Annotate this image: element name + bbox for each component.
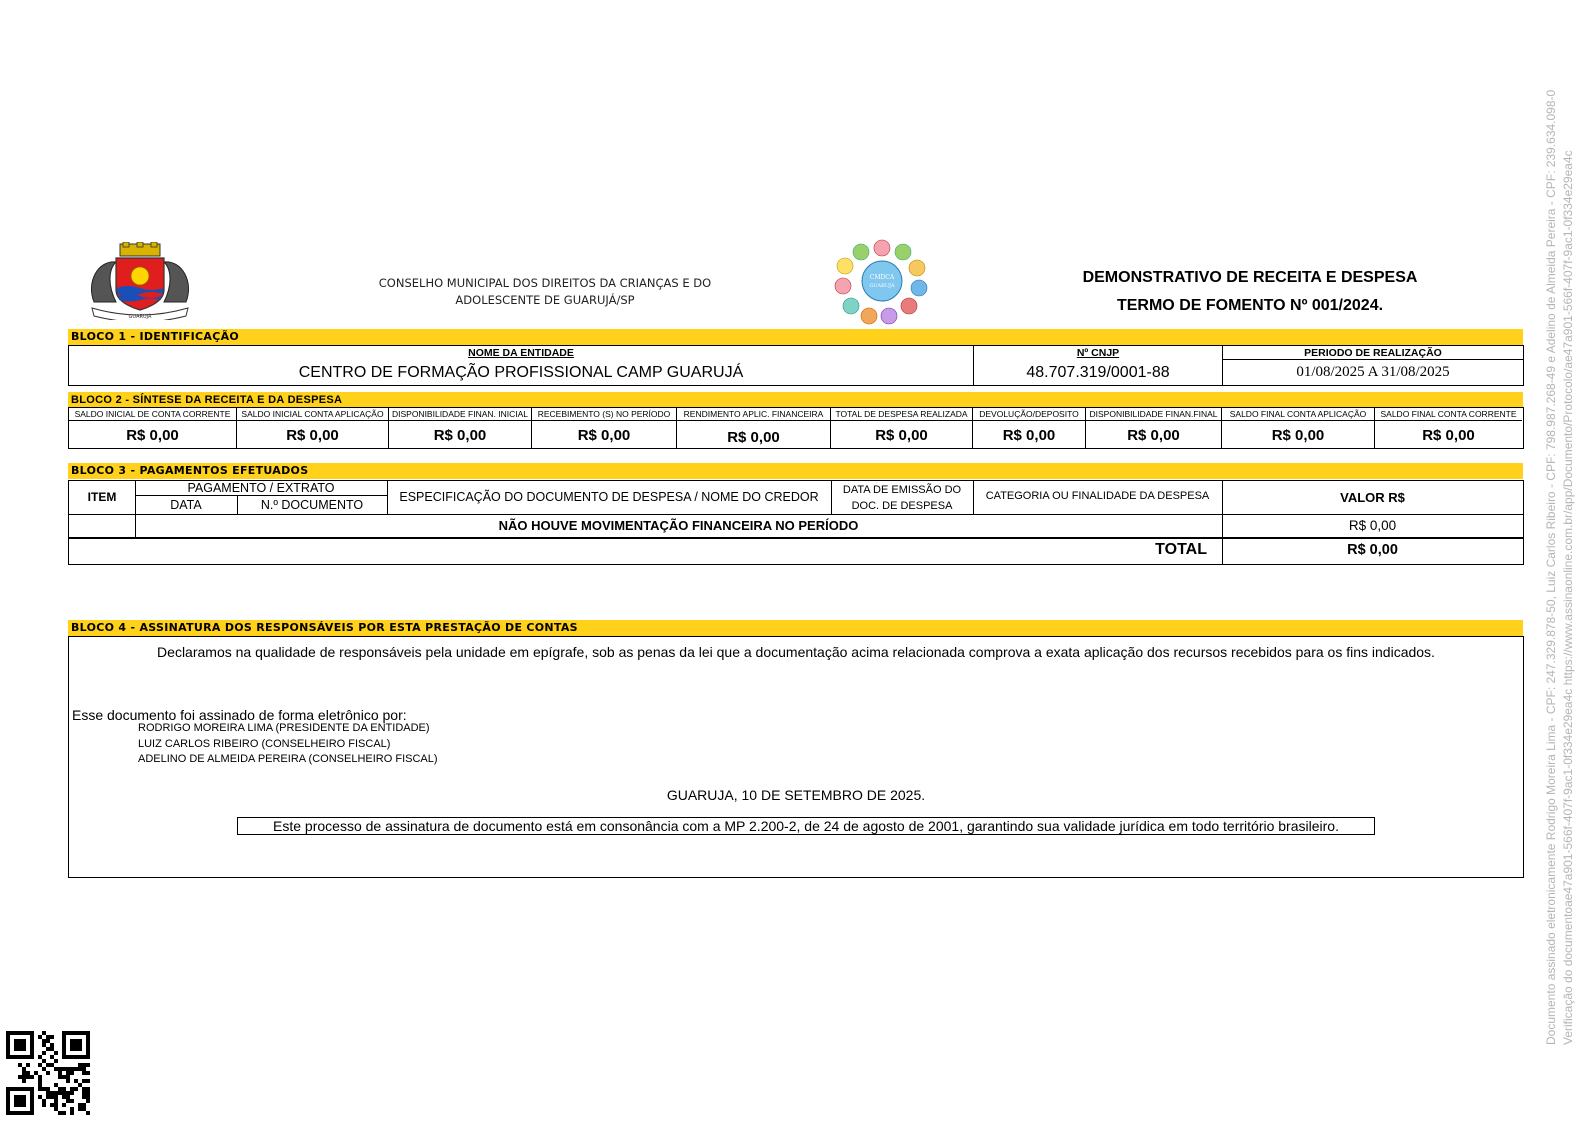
summary-col-value: R$ 0,00 — [875, 427, 928, 444]
summary-col — [69, 408, 237, 448]
summary-col-label: SALDO INICIAL DE CONTA CORRENTE — [69, 409, 236, 421]
summary-col-value: R$ 0,00 — [433, 427, 487, 444]
summary-col-value: R$ 0,00 — [1127, 427, 1180, 444]
summary-col-value: R$ 0,00 — [727, 429, 780, 446]
summary-col-label: RENDIMENTO APLIC. FINANCEIRA — [677, 409, 830, 421]
block2-section-bar: BLOCO 2 - SÍNTESE DA RECEITA E DA DESPESA — [68, 392, 1523, 408]
emission-header-line-2: DOC. DE DESPESA — [851, 500, 953, 512]
summary-col-value: R$ 0,00 — [126, 427, 179, 444]
summary-col-value: R$ 0,00 — [577, 427, 631, 444]
summary-col-label: RECEBIMENTO (S) NO PERÍODO — [532, 409, 676, 421]
summary-table — [68, 407, 1524, 449]
summary-col-label: SALDO FINAL CONTA CORRENTE — [1375, 409, 1522, 421]
category-header: CATEGORIA OU FINALIDADE DA DESPESA — [985, 490, 1210, 502]
payments-table — [68, 480, 1524, 565]
row-divider — [135, 495, 387, 496]
summary-col-value: R$ 0,00 — [286, 427, 339, 444]
side-verification-line: Verificação do documentoae47a901-566f-407f-9ac1-0f334e29ea4c https://www.assinaonline.com.br/app/Documento/Protocolo/ae47a901-566f-407f-9ac1-0f334e29ea4c — [1561, 150, 1575, 1045]
city-date: GUARUJA, 10 DE SETEMBRO DE 2025. — [666, 787, 926, 803]
period-value: 01/08/2025 A 31/08/2025 — [1296, 364, 1450, 380]
document-title-line-1: DEMONSTRATIVO DE RECEITA E DESPESA — [1082, 269, 1418, 286]
svg-text:GUARUJÁ: GUARUJÁ — [128, 314, 152, 320]
council-name — [370, 275, 720, 309]
summary-col-value: R$ 0,00 — [1271, 427, 1325, 444]
guaruja-coat-of-arms-icon — [86, 242, 194, 320]
summary-col-label: DISPONIBILIDADE FINAN. INICIAL — [389, 409, 531, 421]
value-header: VALOR R$ — [1340, 490, 1405, 505]
summary-col-label: TOTAL DE DESPESA REALIZADA — [831, 409, 972, 421]
total-value: R$ 0,00 — [1347, 542, 1398, 558]
side-signature-line: Documento assinado eletronicamente Rodrigo Moreira Lima - CPF: 247.329.878-50, Luiz Carlos Ribeiro - CPF: 798.987.268-49 e Adelino de Almeida Pereira - CPF: 239.634.098-0 — [1544, 89, 1558, 1045]
signature-block — [68, 636, 1524, 878]
item-header: ITEM — [87, 490, 117, 504]
signature-verification-sidebar — [1544, 0, 1584, 1133]
document-title-line-2: TERMO DE FOMENTO Nº 001/2024. — [1116, 297, 1384, 314]
summary-col-label: DEVOLUÇÃO/DEPOSITO — [973, 409, 1085, 421]
doc-number-header: N.º DOCUMENTO — [260, 498, 364, 512]
entity-label: NOME DA ENTIDADE — [468, 347, 574, 359]
period-label: PERIODO DE REALIZAÇÃO — [1223, 347, 1523, 360]
summary-col-label: DISPONIBILIDADE FINAN.FINAL — [1086, 409, 1221, 421]
summary-col — [1222, 408, 1375, 448]
svg-text:CMDCA: CMDCA — [869, 274, 895, 281]
payment-header: PAGAMENTO / EXTRATO — [187, 481, 335, 495]
entity-value: CENTRO DE FORMAÇÃO PROFISSIONAL CAMP GUARUJÁ — [298, 364, 744, 381]
row-value: R$ 0,00 — [1348, 518, 1397, 533]
summary-col-value: R$ 0,00 — [1422, 427, 1475, 444]
cnpj-cell — [974, 346, 1223, 385]
signed-by-text: Esse documento foi assinado de forma eletrônico por: — [72, 707, 407, 723]
no-movement-text: NÃO HOUVE MOVIMENTAÇÃO FINANCEIRA NO PERÍODO — [498, 518, 859, 533]
council-line-2: ADOLESCENTE DE GUARUJÁ/SP — [455, 293, 635, 307]
block3-section-bar: BLOCO 3 - PAGAMENTOS EFETUADOS — [68, 463, 1523, 479]
block1-section-bar: BLOCO 1 - IDENTIFICAÇÃO — [68, 329, 1523, 345]
row-divider — [69, 514, 1523, 515]
date-header: DATA — [170, 498, 202, 512]
summary-col — [237, 408, 389, 448]
summary-col — [532, 408, 677, 448]
spec-header: ESPECIFICAÇÃO DO DOCUMENTO DE DESPESA / NOME DO CREDOR — [399, 490, 819, 504]
row-divider — [69, 537, 1523, 539]
emission-header-line-1: DATA DE EMISSÃO DO — [842, 484, 962, 496]
signer-2: LUIZ CARLOS RIBEIRO (CONSELHEIRO FISCAL) — [138, 738, 391, 750]
cnpj-label: Nº CNJP — [1076, 347, 1120, 359]
declaration-text: Declaramos na qualidade de responsáveis pela unidade em epígrafe, sob as penas da lei que a documentação acima relacionada comprova a exata aplicação dos recursos recebidos para os fins indicados. — [157, 644, 1435, 660]
summary-col — [973, 408, 1086, 448]
entity-cell — [69, 346, 974, 385]
svg-text:GUARUJÁ: GUARUJÁ — [869, 283, 895, 289]
total-label: TOTAL — [1155, 541, 1207, 558]
summary-col — [677, 408, 831, 448]
emission-header — [831, 482, 973, 514]
period-cell — [1223, 346, 1523, 385]
identification-table — [68, 345, 1524, 386]
legal-note: Este processo de assinatura de documento está em consonância com a MP 2.200-2, de 24 de agosto de 2001, garantindo sua validade jurídica em todo território brasileiro. — [237, 817, 1375, 835]
summary-col — [1086, 408, 1222, 448]
council-line-1: CONSELHO MUNICIPAL DOS DIREITOS DA CRIANÇAS E DO — [378, 276, 712, 290]
block4-section-bar: BLOCO 4 - ASSINATURA DOS RESPONSÁVEIS POR ESTA PRESTAÇÃO DE CONTAS — [68, 620, 1523, 636]
qr-code-icon[interactable] — [6, 1031, 90, 1115]
signer-1: RODRIGO MOREIRA LIMA (PRESIDENTE DA ENTIDADE) — [138, 722, 430, 734]
document-title — [1040, 264, 1460, 320]
summary-col — [1375, 408, 1522, 448]
cnpj-value: 48.707.319/0001-88 — [1026, 364, 1170, 381]
summary-col-label: SALDO FINAL CONTA APLICAÇÃO — [1222, 409, 1374, 421]
summary-col-value: R$ 0,00 — [1002, 427, 1056, 444]
signer-3: ADELINO DE ALMEIDA PEREIRA (CONSELHEIRO FISCAL) — [138, 753, 438, 765]
summary-col — [831, 408, 973, 448]
cmdca-children-circle-logo-icon — [833, 236, 931, 326]
summary-col-label: SALDO INICIAL CONTA APLICAÇÃO — [237, 409, 388, 421]
summary-col — [389, 408, 532, 448]
